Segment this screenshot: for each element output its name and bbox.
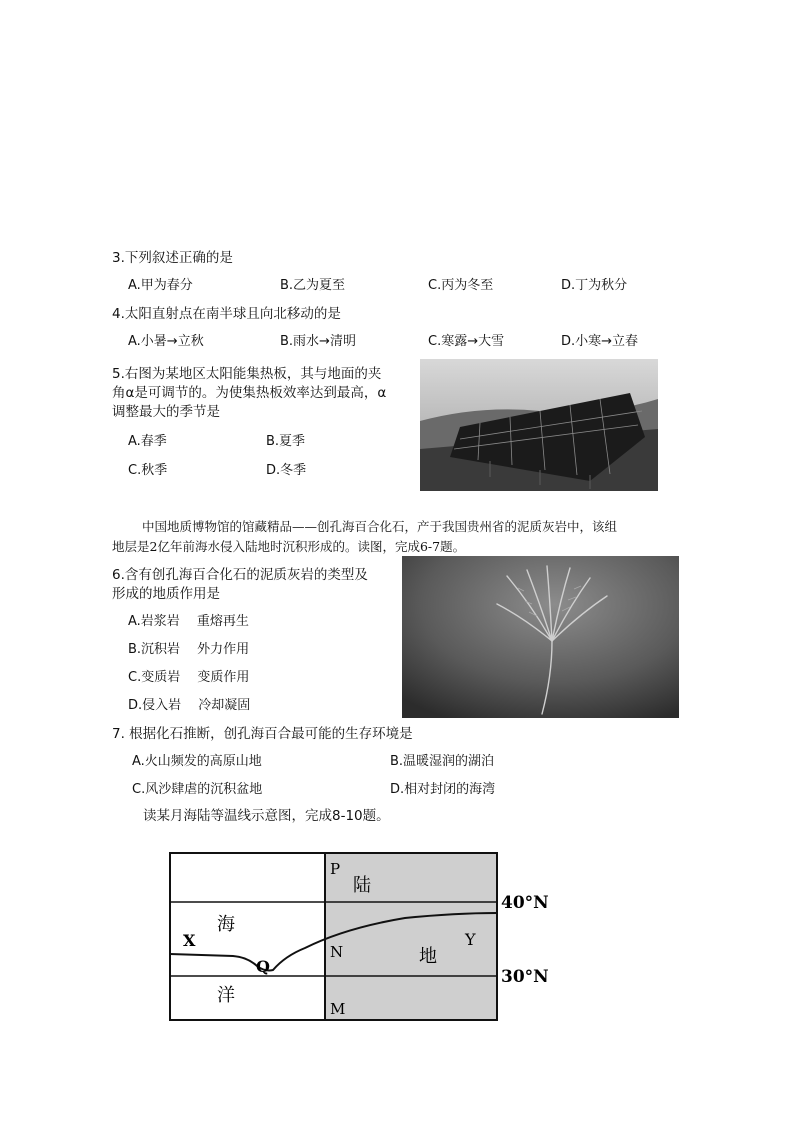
lat-label-40n: 40°N (501, 893, 549, 913)
map-char-sea-1: 海 (217, 914, 235, 935)
q6-option-d: D.侵入岩 冷却凝固 (128, 698, 251, 713)
crinoid-fossil-photo (402, 556, 679, 718)
q5-stem-line-2: 角α是可调节的。为使集热板效率达到最高，α (112, 385, 387, 401)
q6-option-a: A.岩浆岩 重熔再生 (128, 614, 249, 629)
q5-option-a: A.春季 (128, 434, 167, 449)
q3-option-a: A.甲为春分 (128, 278, 193, 293)
q3-option-b: B.乙为夏至 (280, 278, 346, 293)
passage-line-2: 地层是2亿年前海水侵入陆地时沉积形成的。读图，完成6-7题。 (112, 539, 466, 554)
q3-stem: 3.下列叙述正确的是 (112, 250, 233, 266)
q6-option-c: C.变质岩 变质作用 (128, 670, 250, 685)
q5-option-b: B.夏季 (266, 434, 306, 449)
point-n-label: N (330, 943, 344, 961)
q4-stem: 4.太阳直射点在南半球且向北移动的是 (112, 306, 341, 322)
solar-panel-photo (420, 359, 658, 491)
point-p-label: P (330, 860, 341, 878)
point-x-label: X (183, 931, 196, 950)
lat-label-30n: 30°N (501, 967, 549, 987)
q6-stem-line-1: 6.含有创孔海百合化石的泥质灰岩的类型及 (112, 567, 368, 583)
q4-option-d: D.小寒→立春 (561, 334, 639, 349)
map-char-sea-2: 洋 (217, 985, 235, 1006)
q3-option-c: C.丙为冬至 (428, 278, 494, 293)
point-y-label: Y (465, 930, 476, 949)
q5-option-d: D.冬季 (266, 463, 307, 478)
point-m-label: M (330, 1000, 346, 1018)
isotherm-map (165, 848, 565, 1023)
point-q-label: Q (256, 957, 270, 976)
passage-line-1: 中国地质博物馆的馆藏精品——创孔海百合化石，产于我国贵州省的泥质灰岩中，该组 (142, 519, 618, 534)
q6-stem-line-2: 形成的地质作用是 (112, 586, 220, 602)
q4-option-b: B.雨水→清明 (280, 334, 356, 349)
q3-option-d: D.丁为秋分 (561, 278, 628, 293)
map-char-land-2: 地 (419, 946, 437, 967)
q8-10-intro: 读某月海陆等温线示意图，完成8-10题。 (143, 808, 390, 824)
q5-stem-line-3: 调整最大的季节是 (112, 404, 220, 420)
q7-option-d: D.相对封闭的海湾 (390, 782, 496, 797)
q6-option-b: B.沉积岩 外力作用 (128, 642, 250, 657)
map-char-land-1: 陆 (353, 875, 371, 896)
q4-option-c: C.寒露→大雪 (428, 334, 505, 349)
q7-option-b: B.温暖湿润的湖泊 (390, 754, 495, 769)
q4-option-a: A.小暑→立秋 (128, 334, 204, 349)
q7-stem: 7. 根据化石推断，创孔海百合最可能的生存环境是 (112, 726, 413, 742)
q7-option-c: C.风沙肆虐的沉积盆地 (132, 782, 263, 797)
q5-stem-line-1: 5.右图为某地区太阳能集热板，其与地面的夹 (112, 366, 382, 382)
q5-option-c: C.秋季 (128, 463, 168, 478)
q7-option-a: A.火山频发的高原山地 (132, 754, 262, 769)
